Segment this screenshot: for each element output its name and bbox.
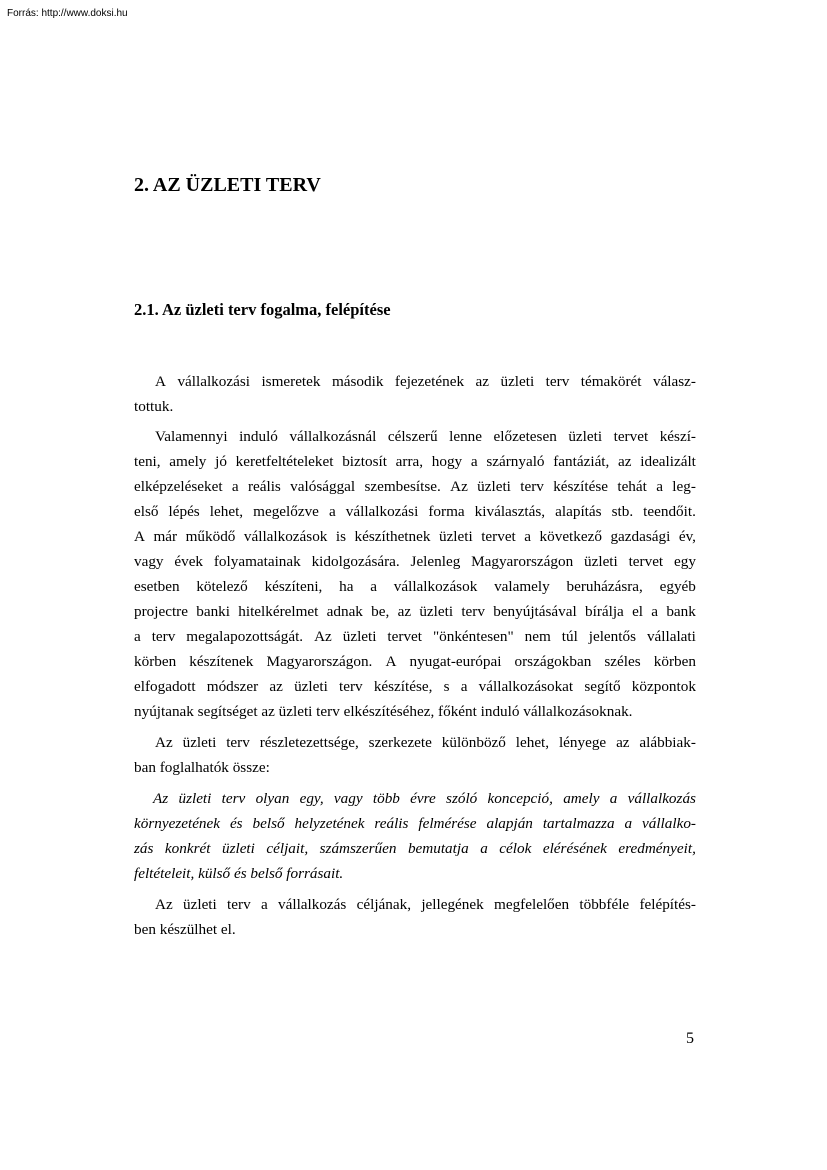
text-line: feltételeit, külső és belső forrásait. [134, 865, 344, 882]
chapter-title: 2. AZ ÜZLETI TERV [134, 174, 321, 196]
paragraph-definition [134, 786, 696, 886]
text-line: nyújtanak segítséget az üzleti terv elkészítéséhez, főként induló vállalkozásoknak. [134, 703, 633, 720]
text-line: Valamennyi induló vállalkozásnál célszerű lenne előzetesen üzleti tervet készí- [155, 428, 696, 445]
paragraph-conclusion [134, 892, 696, 942]
section-title: 2.1. Az üzleti terv fogalma, felépítése [134, 300, 391, 319]
text-line: esetben kötelező készíteni, ha a vállalkozások valamely beruházásra, egyéb [134, 578, 696, 595]
text-line: projectre banki hitelkérelmet adnak be, az üzleti terv benyújtásával bírálja el a bank [134, 603, 696, 620]
text-line: zás konkrét üzleti céljait, számszerűen bemutatja a célok elérésének eredményeit, [134, 840, 696, 857]
paragraph-intro [134, 369, 696, 419]
paragraph-planning [134, 424, 696, 724]
text-line: Az üzleti terv a vállalkozás céljának, jellegének megfelelően többféle felépítés- [155, 896, 696, 913]
text-line: ben készülhet el. [134, 921, 236, 938]
text-line: Az üzleti terv részletezettsége, szerkezete különböző lehet, lényege az alábbiak- [155, 734, 696, 751]
body-text [134, 369, 696, 948]
text-line: elfogadott módszer az üzleti terv készítése, s a vállalkozásokat segítő központok [134, 678, 696, 695]
paragraph-structure [134, 730, 696, 780]
text-line: teni, amely jó keretfeltételeket biztosít arra, hogy a szárnyaló fantáziát, az idealizált [134, 453, 696, 470]
text-line: környezetének és belső helyzetének reális felmérése alapján tartalmazza a vállalko- [134, 815, 696, 832]
text-line: elképzeléseket a reális valósággal szembesítse. Az üzleti terv készítése tehát a leg- [134, 478, 696, 495]
page-number: 5 [686, 1030, 694, 1047]
text-line: Az üzleti terv olyan egy, vagy több évre szóló koncepció, amely a vállalkozás [153, 790, 696, 807]
text-line: tottuk. [134, 398, 174, 415]
text-line: körben készítenek Magyarországon. A nyugat-európai országokban széles körben [134, 653, 696, 670]
text-line: A vállalkozási ismeretek második fejezetének az üzleti terv témakörét válasz- [155, 373, 696, 390]
text-line: a terv megalapozottságát. Az üzleti tervet "önkéntesen" nem túl jelentős vállalati [134, 628, 696, 645]
text-line: ban foglalhatók össze: [134, 759, 270, 776]
text-line: vagy évek folyamatainak kidolgozására. Jelenleg Magyarországon üzleti tervet egy [134, 553, 696, 570]
text-line: A már működő vállalkozások is készíthetnek üzleti tervet a következő gazdasági év, [134, 528, 696, 545]
text-line: első lépés lehet, megelőzve a vállalkozási forma kiválasztás, alapítás stb. teendőit. [134, 503, 696, 520]
source-url: Forrás: http://www.doksi.hu [7, 8, 128, 19]
